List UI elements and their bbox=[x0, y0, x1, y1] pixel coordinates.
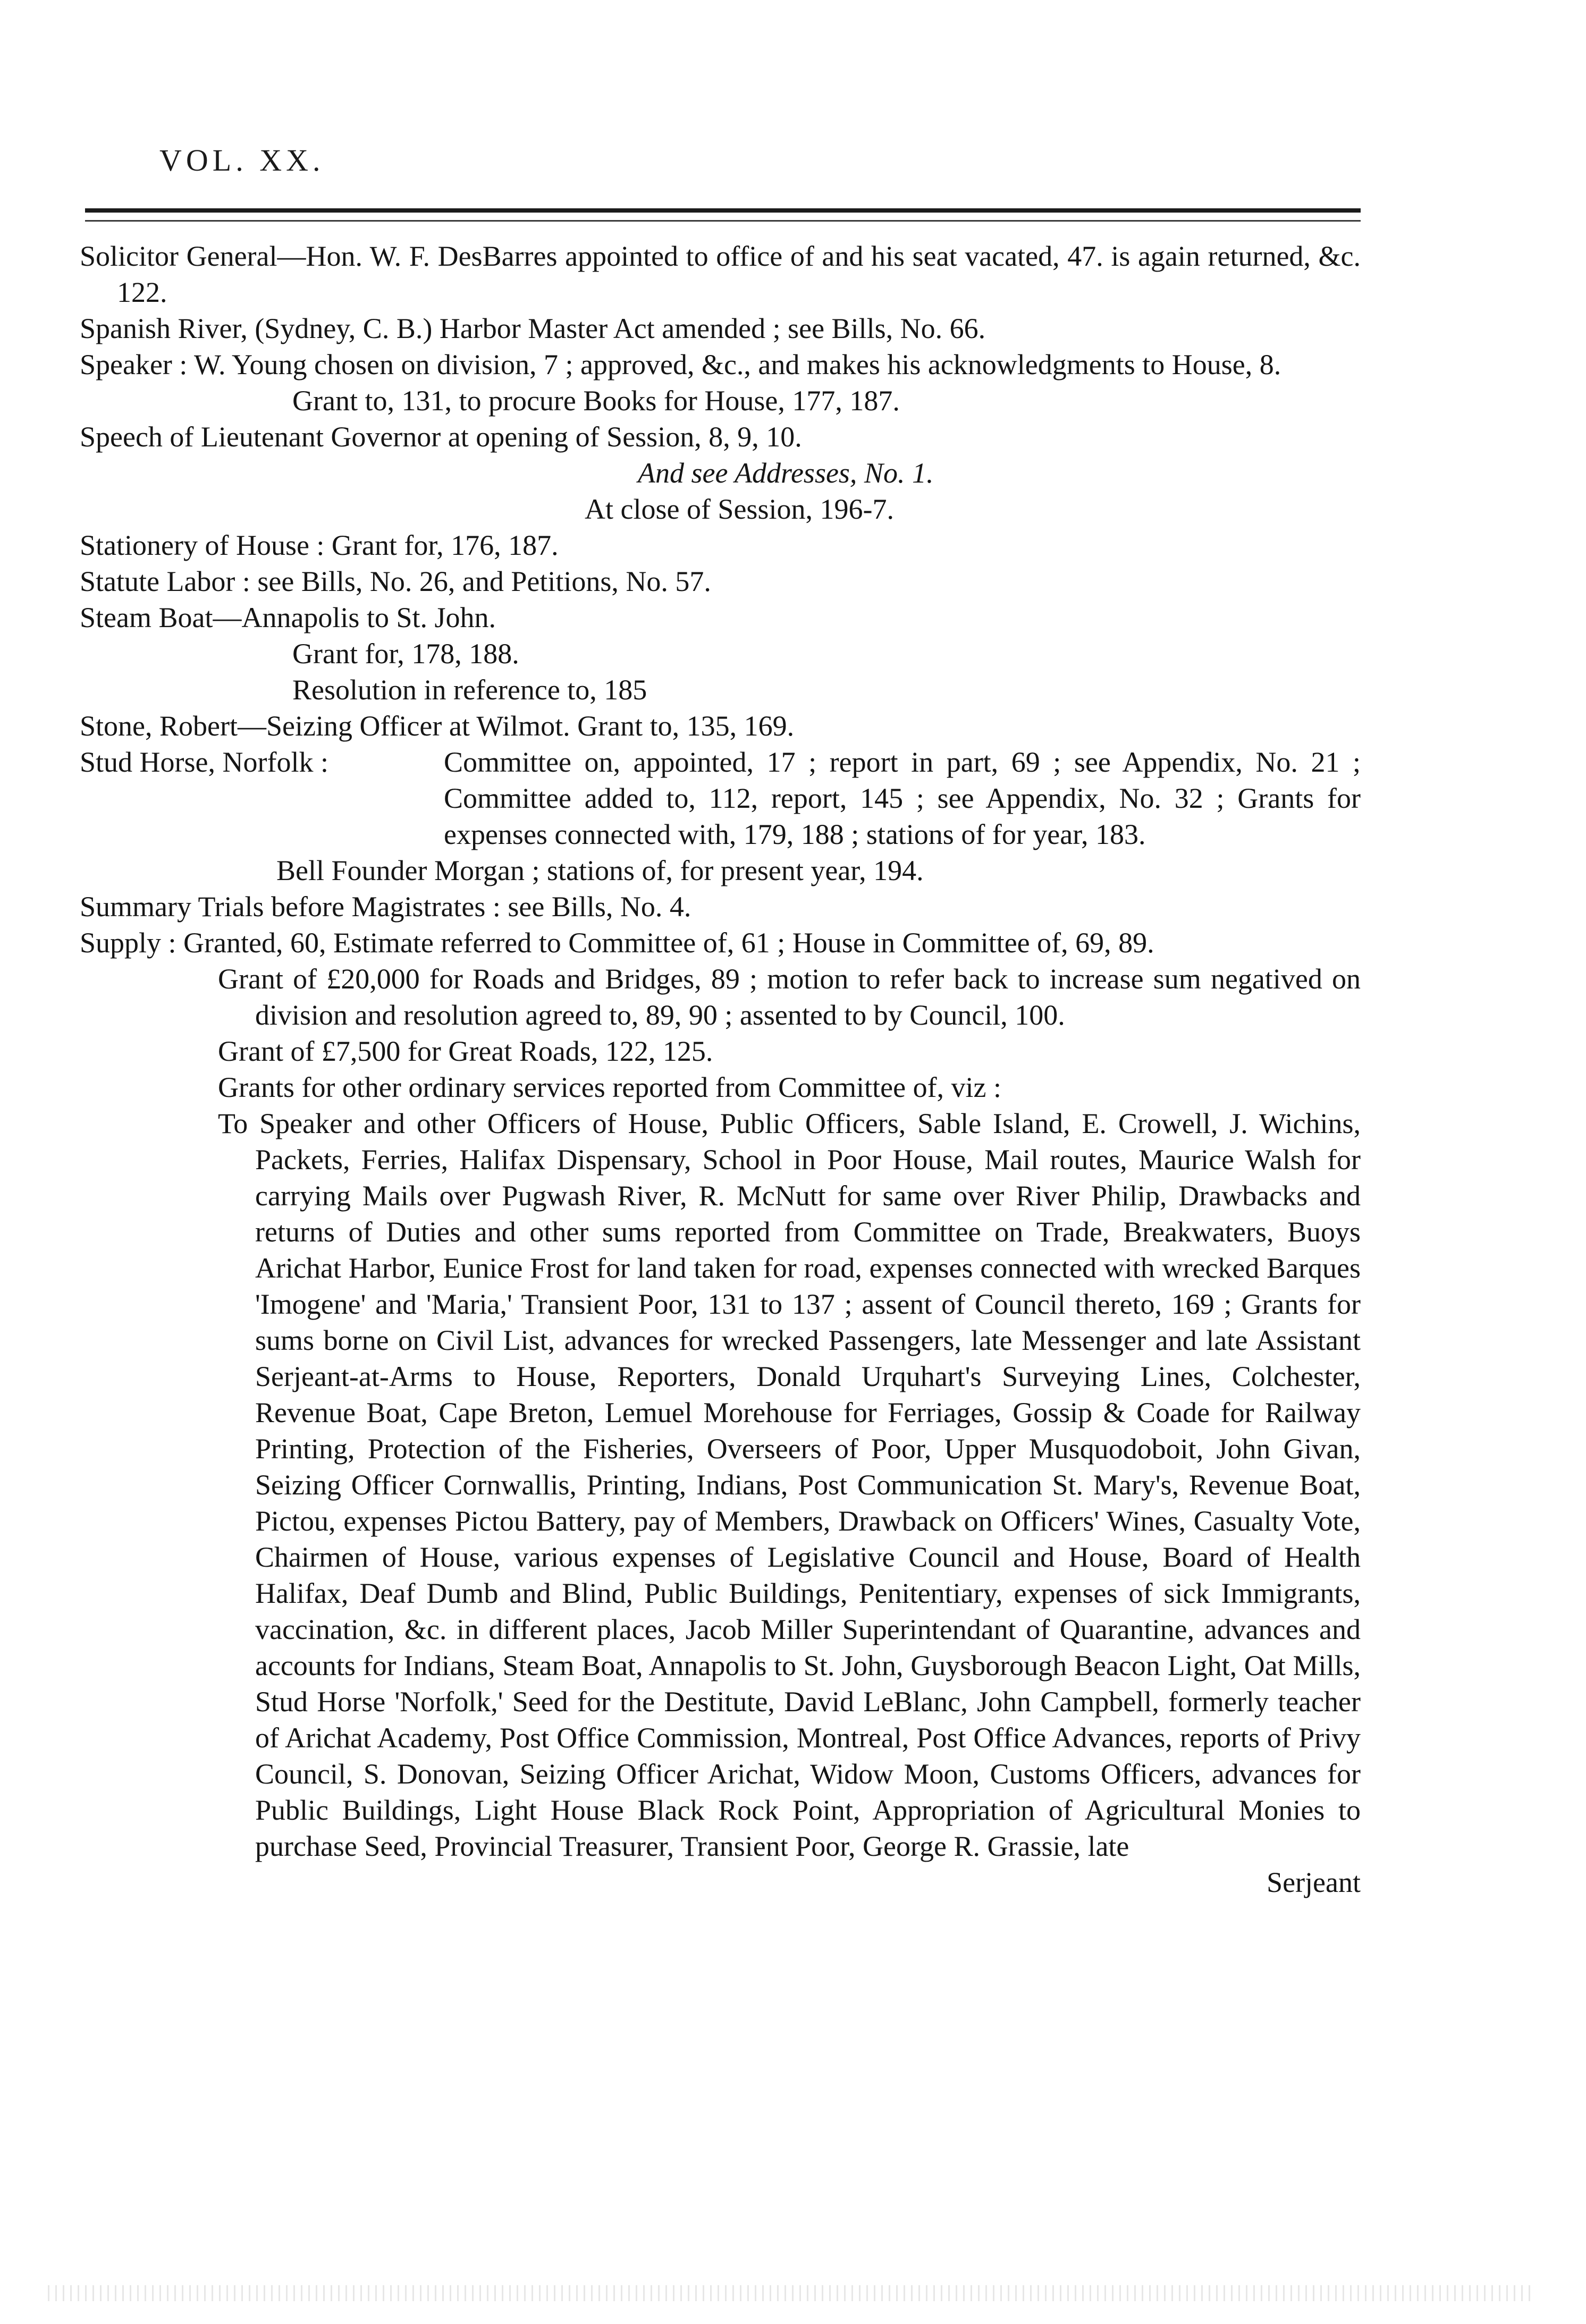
entry-spanish-river: Spanish River, (Sydney, C. B.) Harbor Master Act amended ; see Bills, No. 66. bbox=[80, 312, 986, 344]
stud-horse-body: Committee on, appointed, 17 ; report in part, 69 ; see Appendix, No. 21 ; Committee added to, 112, report, 145 ; see Appendix, No. 32 ; Grants for expenses connected with, 179, 188 ; stations of for year, 183. bbox=[444, 746, 1361, 850]
entry-statute-labor: Statute Labor : see Bills, No. 26, and Petitions, No. 57. bbox=[80, 565, 711, 597]
stud-horse-heading: Stud Horse, Norfolk : bbox=[80, 746, 328, 778]
catchword: Serjeant bbox=[1267, 1866, 1361, 1898]
volume-header: VOL. XX. bbox=[159, 143, 325, 178]
entry-supply-grants: Grants for other ordinary services reported from Committee of, viz : bbox=[218, 1071, 1002, 1103]
entry-speaker: Speaker : W. Young chosen on division, 7 ; approved, &c., and makes his acknowledgments to House, 8. bbox=[80, 349, 1281, 381]
entry-stud-horse bbox=[80, 744, 1361, 852]
speech-see-text: And see Addresses, No. 1. bbox=[638, 457, 934, 489]
entry-steam-grant: Grant for, 178, 188. bbox=[292, 638, 519, 670]
entry-supply-roads: Grant of £20,000 for Roads and Bridges, 89 ; motion to refer back to increase sum negatived on division and resolution agreed to, 89, 90 ; assented to by Council, 100. bbox=[218, 963, 1361, 1031]
index-body bbox=[80, 238, 1361, 1900]
entry-speech-see bbox=[80, 455, 1361, 491]
entry-stationery: Stationery of House : Grant for, 176, 187. bbox=[80, 529, 559, 561]
entry-stone: Stone, Robert—Seizing Officer at Wilmot. Grant to, 135, 169. bbox=[80, 710, 795, 742]
entry-solicitor: Solicitor General—Hon. W. F. DesBarres appointed to office of and his seat vacated, 47. is again returned, &c. 122. bbox=[80, 240, 1361, 308]
entry-steam-resolution: Resolution in reference to, 185 bbox=[292, 674, 647, 706]
entry-speaker-grant: Grant to, 131, to procure Books for House, 177, 187. bbox=[292, 385, 900, 417]
entry-speech: Speech of Lieutenant Governor at opening of Session, 8, 9, 10. bbox=[80, 421, 802, 453]
entry-supply: Supply : Granted, 60, Estimate referred to Committee of, 61 ; House in Committee of, 69, 89. bbox=[80, 927, 1154, 959]
entry-steam-boat: Steam Boat—Annapolis to St. John. bbox=[80, 602, 496, 633]
scan-noise bbox=[48, 2285, 1536, 2301]
entry-stud-bell: Bell Founder Morgan ; stations of, for present year, 194. bbox=[276, 855, 924, 886]
header-rule bbox=[85, 208, 1361, 222]
entry-supply-great-roads: Grant of £7,500 for Great Roads, 122, 125. bbox=[218, 1035, 713, 1067]
entry-summary-trials: Summary Trials before Magistrates : see Bills, No. 4. bbox=[80, 891, 691, 923]
entry-supply-list: To Speaker and other Officers of House, Public Officers, Sable Island, E. Crowell, J. Wichins, Packets, Ferries, Halifax Dispensary, School in Poor House, Mail routes, Maurice Walsh for carrying Mails over Pugwash River, R. McNutt for same over River Philip, Drawbacks and returns of Duties and other sums reported from Committee on Trade, Breakwaters, Buoys Arichat Harbor, Eunice Frost for land taken for road, expenses connected with wrecked Barques 'Imogene' and 'Maria,' Transient Poor, 131 to 137 ; assent of Council thereto, 169 ; Grants for sums borne on Civil List, advances for wrecked Passengers, late Messenger and late Assistant Serjeant-at-Arms to House, Reporters, Donald Urquhart's Surveying Lines, Colchester, Revenue Boat, Cape Breton, Lemuel Morehouse for Ferriages, Gossip & Coade for Railway Printing, Protection of the Fisheries, Overseers of Poor, Upper Musquodoboit, John Givan, Seizing Officer Cornwallis, Printing, Indians, Post Communication St. Mary's, Revenue Boat, Pictou, expenses Pictou Battery, pay of Members, Drawback on Officers' Wines, Casualty Vote, Chairmen of House, various expenses of Legislative Council and House, Board of Health Halifax, Deaf Dumb and Blind, Public Buildings, Penitentiary, expenses of sick Immigrants, vaccination, &c. in different places, Jacob Miller Superintendant of Quarantine, advances and accounts for Indians, Steam Boat, Annapolis to St. John, Guysborough Beacon Light, Oat Mills, Stud Horse 'Norfolk,' Seed for the Destitute, David LeBlanc, John Campbell, formerly teacher of Arichat Academy, Post Office Commission, Montreal, Post Office Advances, reports of Privy Council, S. Donovan, Seizing Officer Arichat, Widow Moon, Customs Officers, advances for Public Buildings, Light House Black Rock Point, Appropriation of Agricultural Monies to purchase Seed, Provincial Treasurer, Transient Poor, George R. Grassie, late bbox=[218, 1108, 1361, 1862]
entry-speech-close: At close of Session, 196-7. bbox=[585, 493, 894, 525]
